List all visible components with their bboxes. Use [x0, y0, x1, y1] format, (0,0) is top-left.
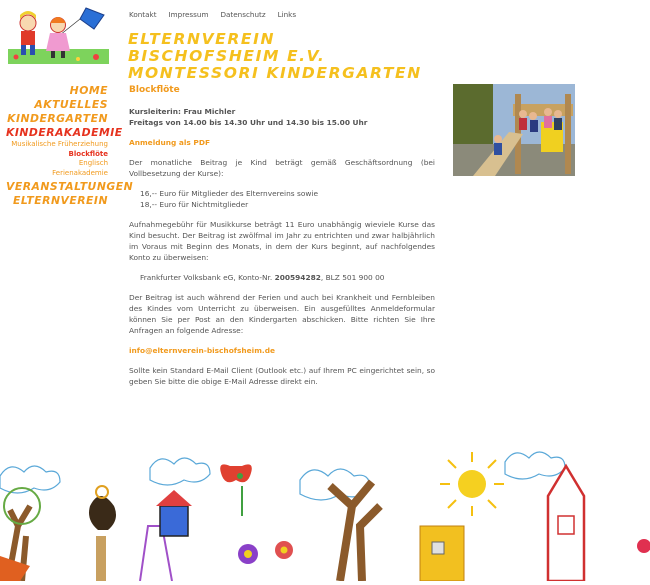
- footer-drawings: [0, 446, 650, 581]
- fee-members: 16,-- Euro für Mitglieder des Elternvereins sowie: [140, 189, 319, 198]
- topnav-links[interactable]: Links: [277, 10, 297, 19]
- course-teacher: Kursleiterin: Frau Michler: [129, 107, 236, 116]
- registration-pdf-link[interactable]: Anmeldung als PDF: [129, 138, 210, 147]
- nav-elternverein[interactable]: ELTERNVEREIN: [12, 194, 108, 207]
- site-title-line2: MONTESSORI KINDERGARTEN: [128, 64, 422, 82]
- logo[interactable]: [8, 5, 109, 64]
- bank-suffix: , BLZ 501 900 00: [320, 273, 385, 282]
- bank-account-number: 200594282: [274, 273, 321, 282]
- nav-sub-englisch[interactable]: Englisch: [78, 159, 108, 167]
- nav-sub-musikalische-frueherziehung[interactable]: Musikalische Früherziehung: [11, 140, 108, 148]
- sidebar-nav: [6, 84, 134, 208]
- bank-details: [129, 272, 435, 283]
- top-nav: [129, 10, 308, 22]
- childrens-drawings-image: [0, 446, 650, 581]
- admission-text: Aufnahmegebühr für Musikkurse beträgt 11 Euro unabhängig wieviele Kurse das Kind besucht. Der Beitrag ist zwölfmal im Jahr zu entrichten und zwar halbjährlich im Voraus mit Beginn des Monats, in dem der Kurs beginnt, auf nachfolgendes Konto zu überweisen:: [129, 220, 435, 262]
- nav-aktuelles-line2: KINDERGARTEN: [7, 112, 108, 125]
- nav-veranstaltungen[interactable]: VERANSTALTUNGEN: [6, 180, 134, 193]
- site-title-line1: ELTERNVEREIN BISCHOFSHEIM E.V.: [128, 30, 326, 65]
- nav-sub-blockfloete[interactable]: Blockflöte: [68, 149, 108, 158]
- bank-prefix: Frankfurter Volksbank eG, Konto-Nr.: [140, 273, 275, 282]
- fee-nonmembers: 18,-- Euro für Nichtmitglieder: [140, 200, 249, 209]
- nav-aktuelles-line1: AKTUELLES: [34, 98, 108, 111]
- topnav-kontakt[interactable]: Kontakt: [129, 10, 157, 19]
- nav-home[interactable]: HOME: [69, 84, 108, 97]
- site-title: [128, 31, 428, 82]
- email-link[interactable]: info@elternverein-bischofsheim.de: [129, 346, 276, 355]
- kindergarten-photo: [453, 84, 575, 176]
- nav-kinderakademie[interactable]: KINDERAKADEMIE: [6, 126, 123, 139]
- logo-image: [8, 5, 109, 64]
- nav-aktuelles[interactable]: [6, 98, 108, 126]
- topnav-impressum[interactable]: Impressum: [168, 10, 209, 19]
- holidays-text: Der Beitrag ist auch während der Ferien und auch bei Krankheit und Fernbleiben des Kindes vom Unterricht zu überweisen. Ein ausgefülltes Anmeldeformular können Sie per Post an den Kindergarten abschicken. Bitte richten Sie Ihre Anfragen an folgende Adresse:: [129, 293, 435, 335]
- page-title: Blockflöte: [129, 85, 180, 95]
- email-note: Sollte kein Standard E-Mail Client (Outlook etc.) auf Ihrem PC eingerichtet sein, so geben Sie bitte die obige E-Mail Adresse direkt ein.: [129, 366, 435, 386]
- course-times: Freitags von 14.00 bis 14.30 Uhr und 14.30 bis 15.00 Uhr: [129, 118, 368, 127]
- fee-intro: Der monatliche Beitrag je Kind beträgt gemäß Geschäftsordnung (bei Vollbesetzung der Kurse):: [129, 158, 435, 178]
- nav-sub-ferienakademie[interactable]: Ferienakademie: [52, 168, 108, 177]
- topnav-datenschutz[interactable]: Datenschutz: [220, 10, 266, 19]
- main-content: [129, 85, 435, 396]
- playground-photo-image: [453, 84, 575, 176]
